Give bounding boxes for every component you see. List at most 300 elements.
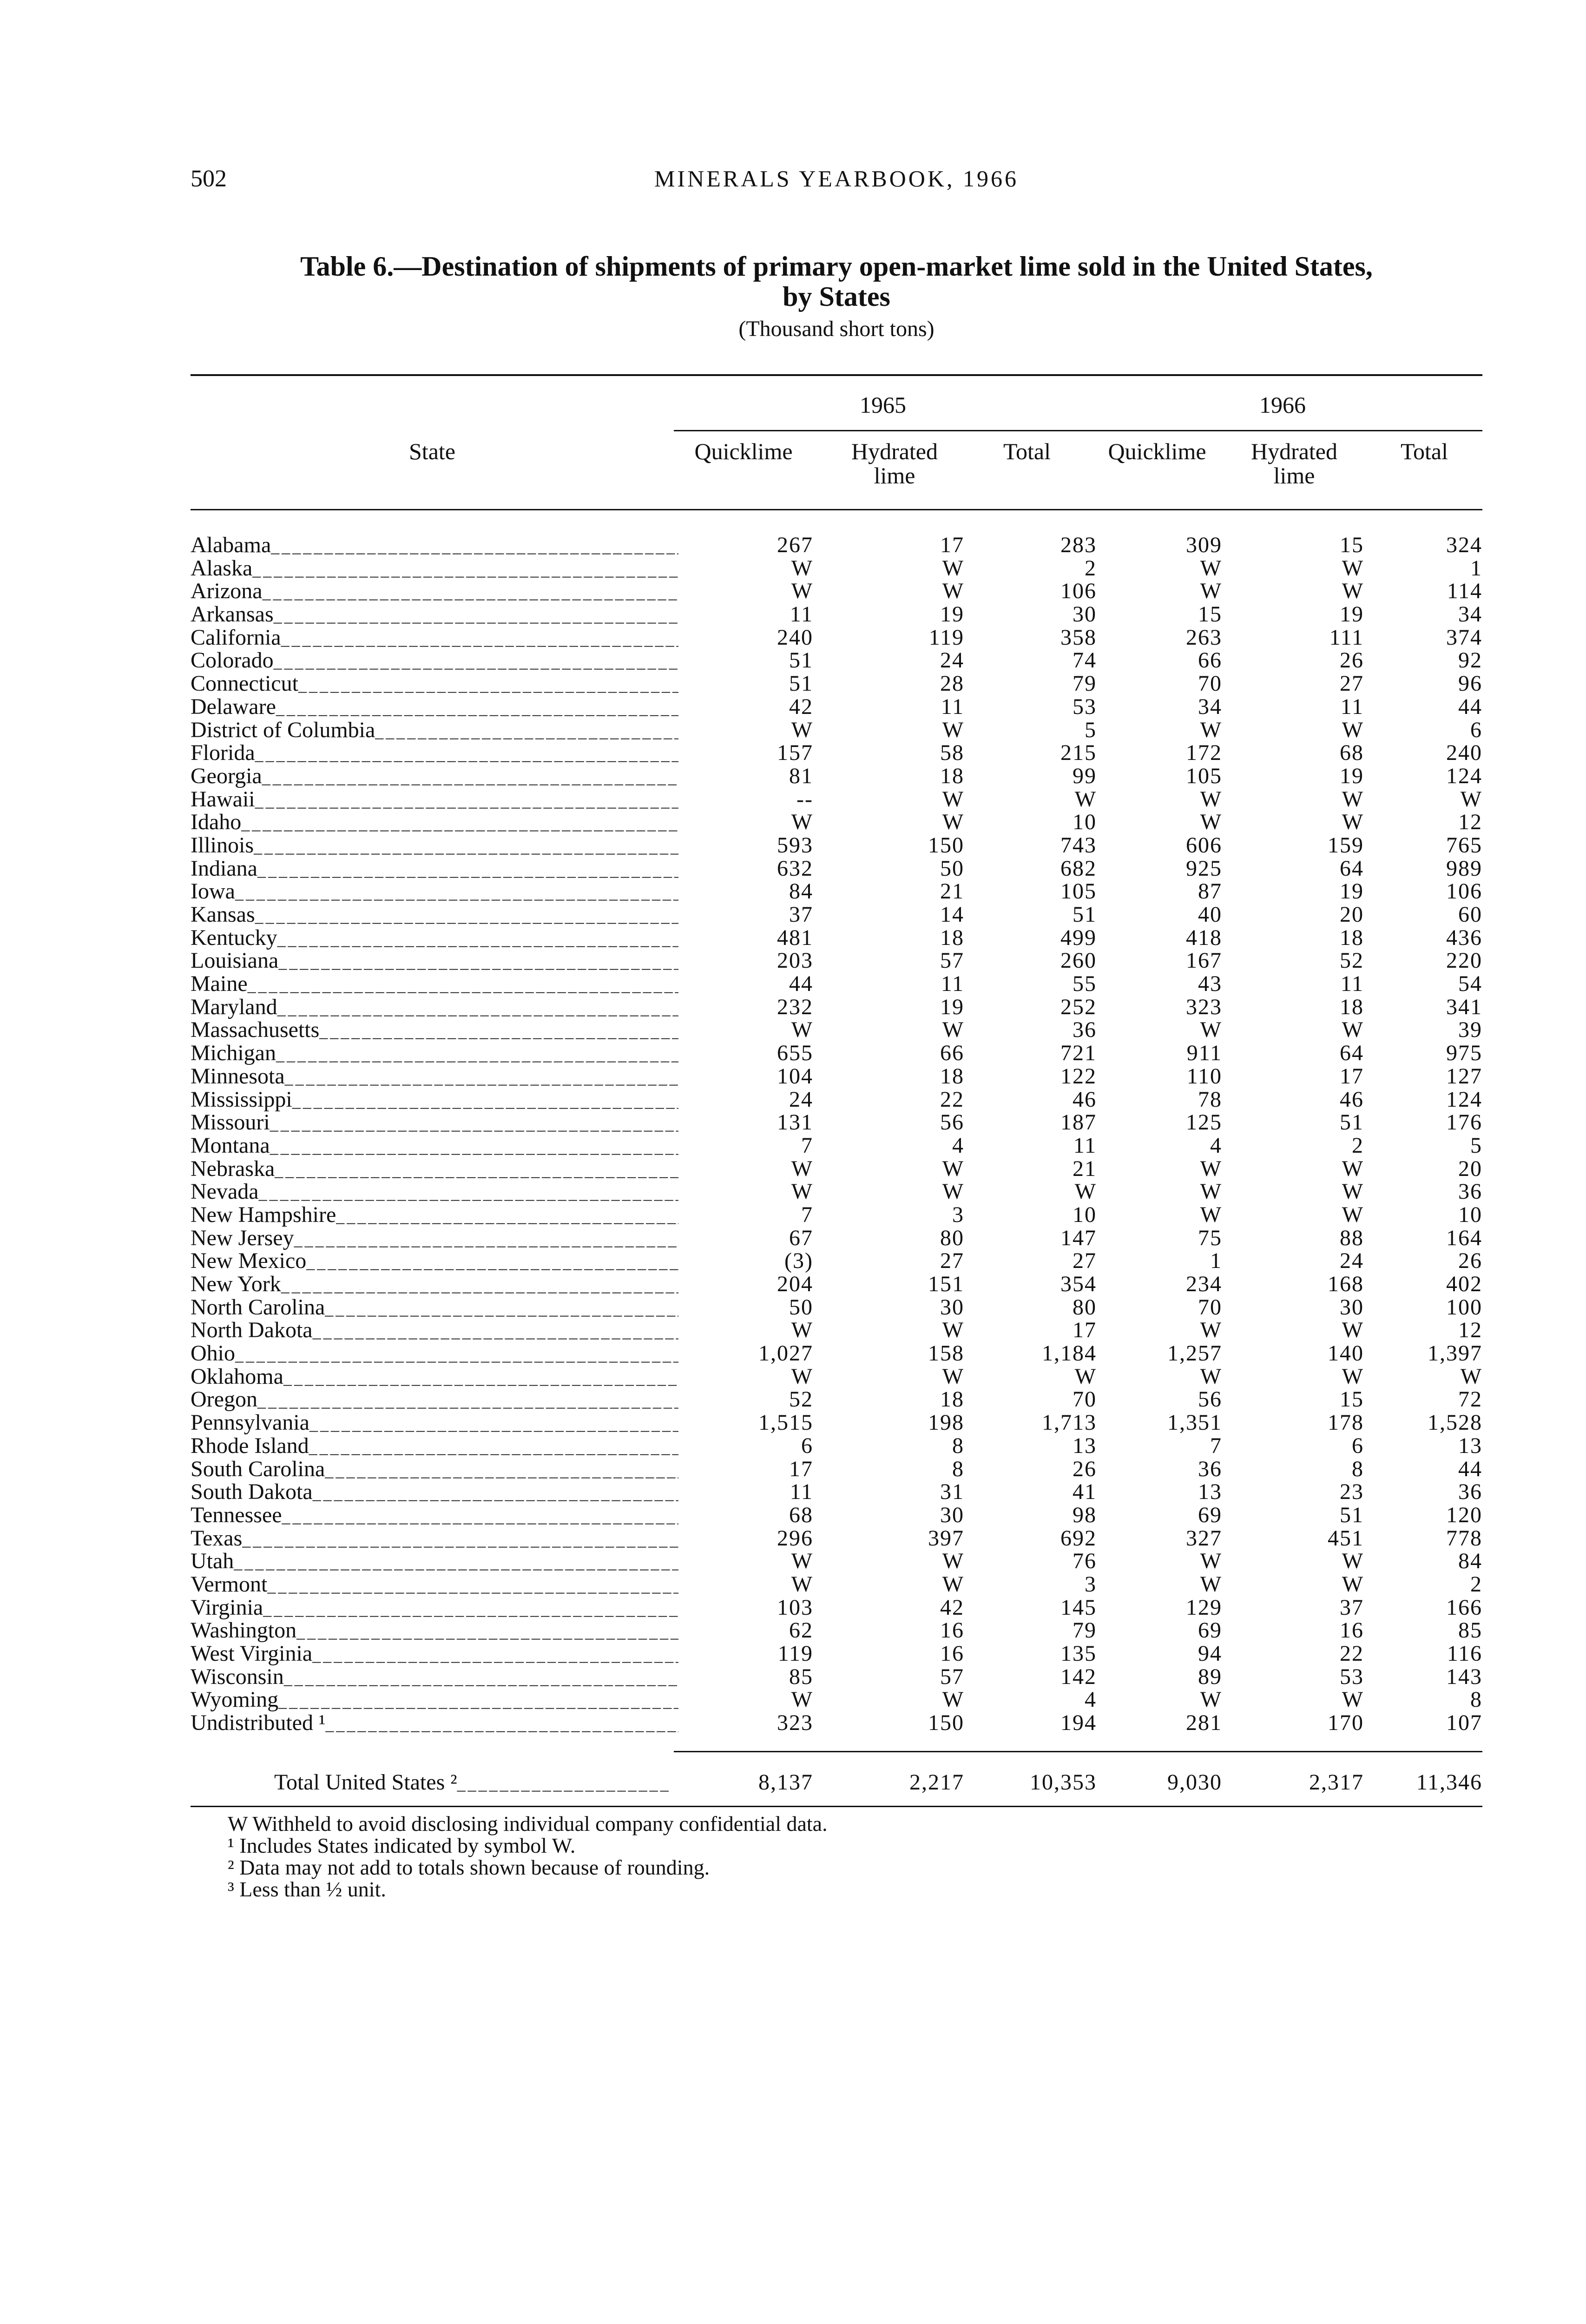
running-title: MINERALS YEARBOOK, 1966	[654, 165, 1019, 191]
quicklime-1966-cell: 94	[1198, 1641, 1222, 1666]
state-name: South Dakota _ _ _	[191, 1480, 678, 1505]
hydrated-1966-cell: 451	[1328, 1525, 1364, 1551]
hydrated-1966-cell: W	[1342, 1571, 1364, 1597]
hydrated-1966-cell: 178	[1328, 1410, 1364, 1435]
table-row	[191, 1342, 1482, 1365]
quicklime-1966-cell: 418	[1186, 925, 1222, 950]
hydrated-1965-cell: 80	[940, 1225, 964, 1250]
hydrated-1965-cell: 4	[952, 1133, 964, 1158]
quicklime-1966-cell: W	[1200, 786, 1222, 812]
state-name: Florida _ _ _	[191, 741, 678, 766]
hydrated-1965-cell: 50	[940, 856, 964, 881]
hydrated-1965-cell: 151	[928, 1272, 964, 1296]
footnote-w: W Withheld to avoid disclosing individual company confidential data.	[228, 1812, 828, 1835]
total-1965-cell: 4	[1085, 1687, 1097, 1712]
table-row	[191, 1157, 1482, 1181]
total-1965-cell: 187	[1060, 1110, 1097, 1135]
table-row	[191, 1642, 1482, 1665]
hydrated-1966-cell: W	[1342, 1318, 1364, 1343]
hydrated-1966-cell: W	[1342, 810, 1364, 835]
total-1965-cell: 721	[1060, 1041, 1097, 1066]
quicklime-1966-cell: W	[1200, 1318, 1222, 1343]
table-row	[191, 1711, 1482, 1735]
quicklime-1965-cell: 119	[777, 1641, 813, 1666]
quicklime-1966-cell: 911	[1186, 1041, 1222, 1066]
quicklime-1966-cell: W	[1200, 1687, 1222, 1712]
total-1965-cell: W	[1074, 786, 1097, 812]
state-name: Undistributed ¹ _ _ _	[191, 1711, 678, 1736]
total-quicklime-1966: 9,030	[1167, 1770, 1222, 1795]
total-1966-cell: 12	[1458, 1318, 1482, 1343]
hydrated-1965-cell: W	[942, 786, 964, 812]
total-1965-cell: 105	[1060, 879, 1097, 904]
quicklime-1965-cell: 131	[777, 1110, 813, 1135]
total-1966-cell: W	[1460, 786, 1482, 812]
total-1965-cell: 106	[1060, 579, 1097, 604]
table-title-line2: by States	[783, 281, 890, 312]
table-row	[191, 1434, 1482, 1458]
total-1965-cell: 215	[1060, 740, 1097, 766]
hydrated-1966-cell: 15	[1340, 1387, 1364, 1412]
hydrated-1965-cell: 19	[940, 602, 964, 627]
running-header	[191, 165, 1482, 198]
quicklime-1965-cell: W	[791, 579, 813, 604]
hydrated-1965-cell: W	[942, 1318, 964, 1343]
total-1966-cell: 166	[1446, 1595, 1482, 1620]
state-name: Colorado _ _ _	[191, 649, 678, 674]
hydrated-1966-cell: 168	[1328, 1272, 1364, 1296]
total-1966-cell: 92	[1458, 648, 1482, 673]
state-name: District of Columbia _ _ _	[191, 719, 678, 744]
hydrated-1965-cell: 8	[952, 1433, 964, 1458]
quicklime-1966-cell: 263	[1186, 625, 1222, 650]
hydrated-1965-cell: 158	[928, 1341, 964, 1366]
table-row	[191, 880, 1482, 903]
quicklime-1966-cell: W	[1200, 810, 1222, 835]
quicklime-1965-cell: 84	[789, 879, 813, 904]
total-1965-cell: 743	[1060, 832, 1097, 858]
total-1965-cell: 21	[1073, 1156, 1097, 1181]
hydrated-1966-cell: 11	[1340, 971, 1364, 997]
table-row	[191, 926, 1482, 950]
state-name: Alabama _ _ _	[191, 534, 678, 559]
state-name: New York _ _ _	[191, 1273, 678, 1298]
total-1965-cell: 194	[1060, 1710, 1097, 1736]
quicklime-1966-cell: 89	[1198, 1664, 1222, 1689]
hydrated-1965-cell: W	[942, 555, 964, 581]
total-1965-cell: 79	[1073, 671, 1097, 696]
state-name: Nebraska _ _ _	[191, 1157, 678, 1182]
state-name: Utah _ _ _	[191, 1550, 678, 1575]
table-row	[191, 1042, 1482, 1065]
total-1965-cell: 46	[1073, 1087, 1097, 1112]
total-1966-cell: 96	[1458, 671, 1482, 696]
total-1965-cell: 98	[1073, 1502, 1097, 1527]
total-1965-cell: 74	[1073, 648, 1097, 673]
table-row	[191, 1504, 1482, 1527]
state-name: Nevada _ _ _	[191, 1180, 678, 1205]
table-row	[191, 1134, 1482, 1157]
state-name: Illinois _ _ _	[191, 834, 678, 859]
table-title-line1: Table 6.—Destination of shipments of primary open-market lime sold in the United States,	[300, 251, 1373, 282]
quicklime-1965-cell: 232	[777, 994, 813, 1019]
year-1966-header: 1966	[1259, 392, 1306, 418]
total-1966-cell: 26	[1458, 1248, 1482, 1274]
quicklime-1965-cell: 81	[789, 763, 813, 788]
total-1966-cell: 54	[1458, 971, 1482, 997]
table-row	[191, 1088, 1482, 1111]
hydrated-1965-cell: 8	[952, 1456, 964, 1481]
total-1966-cell: 5	[1470, 1133, 1482, 1158]
hydrated-1966-cell: W	[1342, 1017, 1364, 1043]
total-1965-cell: 252	[1060, 994, 1097, 1019]
table-row	[191, 1458, 1482, 1481]
total-1965-cell: 682	[1060, 856, 1097, 881]
hydrated-1965-cell: W	[942, 1179, 964, 1204]
total-1965-cell: 30	[1073, 602, 1097, 627]
state-name: Delaware _ _ _	[191, 695, 678, 720]
total-1965-cell: 3	[1085, 1571, 1097, 1597]
total-1966-cell: 402	[1446, 1272, 1482, 1296]
quicklime-1965-cell: 52	[789, 1387, 813, 1412]
quicklime-1965-cell: W	[791, 1549, 813, 1574]
quicklime-1966-cell: 1	[1210, 1248, 1222, 1274]
quicklime-1965-cell: 481	[777, 925, 813, 950]
hydrated-1965-cell: 16	[940, 1618, 964, 1643]
total-1966-cell: 176	[1446, 1110, 1482, 1135]
hydrated-1966-cell: 64	[1340, 1041, 1364, 1066]
total-1966-cell: 8	[1470, 1687, 1482, 1712]
quicklime-1965-cell: W	[791, 1017, 813, 1043]
total-quicklime-1965: 8,137	[758, 1770, 813, 1795]
hydrated-1966-cell: 37	[1340, 1595, 1364, 1620]
table-row	[191, 788, 1482, 811]
hydrated-1965-cell: 18	[940, 763, 964, 788]
state-name: Mississippi _ _ _	[191, 1088, 678, 1113]
quicklime-1965-cell: 11	[790, 602, 813, 627]
table-row	[191, 1596, 1482, 1619]
total-1966-cell: 116	[1447, 1641, 1482, 1666]
total-1966-cell: 84	[1458, 1549, 1482, 1574]
state-name: Kentucky _ _ _	[191, 926, 678, 951]
total-1966-cell: 39	[1458, 1017, 1482, 1043]
total-1966-cell: 374	[1446, 625, 1482, 650]
quicklime-1965-cell: 1,027	[758, 1341, 813, 1366]
hydrated-1965-cell: 16	[940, 1641, 964, 1666]
quicklime-1966-cell: 13	[1198, 1479, 1222, 1505]
hydrated-1966-line2: lime	[1273, 462, 1315, 489]
bottom-rule	[191, 1806, 1482, 1807]
hydrated-1965-cell: W	[942, 579, 964, 604]
hydrated-1966-cell: 19	[1340, 879, 1364, 904]
total-1966-cell: 1,397	[1428, 1341, 1482, 1366]
quicklime-1965-cell: 203	[777, 948, 813, 973]
total-1966-cell: 975	[1446, 1041, 1482, 1066]
table-row	[191, 1018, 1482, 1042]
hydrated-1966-line1: Hydrated	[1250, 438, 1338, 464]
total-1966-cell: 36	[1458, 1479, 1482, 1505]
total-1965-cell: 260	[1060, 948, 1097, 973]
quicklime-1966-cell: 234	[1186, 1272, 1222, 1296]
quicklime-1965-cell: W	[791, 810, 813, 835]
quicklime-1965-cell: 1,515	[758, 1410, 813, 1435]
hydrated-1966-cell: 15	[1340, 533, 1364, 557]
hydrated-1966-cell: 6	[1352, 1433, 1364, 1458]
quicklime-1965-cell: 37	[789, 902, 813, 927]
state-name: Maine _ _ _	[191, 972, 678, 997]
quicklime-1965-cell: --	[796, 786, 813, 812]
total-1966-cell: 436	[1446, 925, 1482, 950]
quicklime-1965-cell: 655	[777, 1041, 813, 1066]
quicklime-1966-cell: 69	[1198, 1502, 1222, 1527]
total-top-rule	[674, 1751, 1482, 1752]
total-1966-cell: 106	[1446, 879, 1482, 904]
top-rule	[191, 374, 1482, 376]
state-name: West Virginia _ _ _	[191, 1642, 678, 1667]
total-1966-cell: 127	[1446, 1063, 1482, 1089]
table-row	[191, 949, 1482, 972]
state-name: Missouri _ _ _	[191, 1111, 678, 1136]
state-name: Iowa _ _ _	[191, 880, 678, 905]
total-1966-cell: 143	[1446, 1664, 1482, 1689]
quicklime-1965-cell: W	[791, 1156, 813, 1181]
table-row	[191, 1249, 1482, 1273]
table-row	[191, 1688, 1482, 1711]
quicklime-1965-cell: 67	[789, 1225, 813, 1250]
total-1965-cell: 145	[1060, 1595, 1097, 1620]
table-row	[191, 1388, 1482, 1411]
total-1965-cell: 55	[1073, 971, 1097, 997]
state-name: Montana _ _ _	[191, 1134, 678, 1159]
quicklime-1966-cell: W	[1200, 1571, 1222, 1597]
table-row	[191, 1203, 1482, 1227]
quicklime-1966-cell: W	[1200, 1017, 1222, 1043]
state-name: North Dakota _ _ _	[191, 1319, 678, 1344]
total-1966-cell: 240	[1446, 740, 1482, 766]
total-1966-cell: 164	[1446, 1225, 1482, 1250]
hydrated-1965-cell: 28	[940, 671, 964, 696]
quicklime-1966-cell: 34	[1198, 694, 1222, 719]
quicklime-1966-cell: 66	[1198, 648, 1222, 673]
quicklime-1966-cell: 110	[1186, 1063, 1222, 1089]
hydrated-1966-cell: 159	[1328, 832, 1364, 858]
quicklime-1966-cell: 309	[1186, 533, 1222, 557]
hydrated-1966-cell: 53	[1340, 1664, 1364, 1689]
quicklime-1966-cell: 70	[1198, 1294, 1222, 1320]
total-1966-cell: 72	[1458, 1387, 1482, 1412]
hydrated-1965-cell: 17	[940, 533, 964, 557]
state-name: Idaho _ _ _	[191, 811, 678, 836]
year-1965-header: 1965	[860, 392, 906, 418]
hydrated-1966-cell: W	[1342, 717, 1364, 742]
total-1965-cell: 27	[1073, 1248, 1097, 1274]
quicklime-1965-cell: 85	[789, 1664, 813, 1689]
hydrated-1966-cell: 20	[1340, 902, 1364, 927]
quicklime-1966-cell: 4	[1210, 1133, 1222, 1158]
total-1965-cell: 99	[1073, 763, 1097, 788]
hydrated-1965-cell: W	[942, 1687, 964, 1712]
quicklime-1966-cell: W	[1200, 1549, 1222, 1574]
table-row	[191, 741, 1482, 765]
table-row	[191, 672, 1482, 695]
hydrated-1966-cell: 22	[1340, 1641, 1364, 1666]
hydrated-1966-cell: 18	[1340, 925, 1364, 950]
quicklime-1965-cell: 204	[777, 1272, 813, 1296]
table-title-block	[191, 251, 1482, 342]
state-name: Hawaii _ _ _	[191, 788, 678, 813]
quicklime-1966-cell: 15	[1198, 602, 1222, 627]
quicklime-1966-cell: 327	[1186, 1525, 1222, 1551]
total-1966-cell: 20	[1458, 1156, 1482, 1181]
footnote-3: ³ Less than ½ unit.	[228, 1877, 386, 1901]
quicklime-1966-cell: 129	[1186, 1595, 1222, 1620]
total-1966-cell: 124	[1446, 1087, 1482, 1112]
hydrated-1965-cell: 11	[941, 971, 964, 997]
hydrated-1966-cell: W	[1342, 1156, 1364, 1181]
quicklime-1965-cell: 11	[790, 1479, 813, 1505]
total-1966-cell: 6	[1470, 717, 1482, 742]
total-1966-cell: 36	[1458, 1179, 1482, 1204]
state-name: Michigan _ _ _	[191, 1042, 678, 1067]
hydrated-1965-cell: W	[942, 1364, 964, 1389]
total-total-1965: 10,353	[1030, 1770, 1097, 1795]
hydrated-1965-cell: 18	[940, 925, 964, 950]
table-row	[191, 765, 1482, 788]
state-name: Texas _ _ _	[191, 1527, 678, 1552]
table-row	[191, 695, 1482, 719]
total-1966-cell: 1	[1470, 555, 1482, 581]
state-name: Virginia _ _ _	[191, 1596, 678, 1621]
table-row	[191, 811, 1482, 834]
quicklime-1965-cell: 7	[801, 1133, 813, 1158]
total-1966-cell: 12	[1458, 810, 1482, 835]
year-rule	[674, 430, 1482, 431]
hydrated-1966-cell: W	[1342, 1179, 1364, 1204]
total-1966-cell: 989	[1446, 856, 1482, 881]
state-name: North Carolina _ _ _	[191, 1296, 678, 1321]
hydrated-1965-cell: 198	[928, 1410, 964, 1435]
total-1965-cell: W	[1074, 1364, 1097, 1389]
total-1966-cell: 13	[1458, 1433, 1482, 1458]
table-row	[191, 1296, 1482, 1319]
quicklime-1966-cell: W	[1200, 555, 1222, 581]
quicklime-1965-cell: 17	[789, 1456, 813, 1481]
hydrated-1965-cell: 56	[940, 1110, 964, 1135]
state-name: Kansas _ _ _	[191, 903, 678, 928]
table-row	[191, 1480, 1482, 1504]
table-row	[191, 834, 1482, 857]
table-row	[191, 534, 1482, 557]
hydrated-1966-cell: 140	[1328, 1341, 1364, 1366]
table-row	[191, 626, 1482, 649]
state-name: Washington _ _ _	[191, 1619, 678, 1644]
quicklime-1965-cell: 50	[789, 1294, 813, 1320]
state-name: Maryland _ _ _	[191, 996, 678, 1021]
quicklime-1965-cell: 323	[777, 1710, 813, 1736]
total-label: Total United States ² _ _ _	[274, 1769, 683, 1798]
hydrated-1965-cell: 119	[928, 625, 964, 650]
state-name: Vermont _ _ _	[191, 1573, 678, 1598]
hydrated-1966-cell: 46	[1340, 1087, 1364, 1112]
total-1965-cell: 11	[1073, 1133, 1097, 1158]
table-row	[191, 1111, 1482, 1134]
quicklime-1965-cell: 42	[789, 694, 813, 719]
quicklime-1966-cell: 1,257	[1167, 1341, 1222, 1366]
hydrated-1966-cell: 26	[1340, 648, 1364, 673]
header-bottom-rule	[191, 509, 1482, 510]
state-name: Arkansas _ _ _	[191, 603, 678, 628]
hydrated-1965-cell: 57	[940, 948, 964, 973]
total-1966-cell: 124	[1446, 763, 1482, 788]
hydrated-1966-cell: 16	[1340, 1618, 1364, 1643]
quicklime-1965-cell: W	[791, 1687, 813, 1712]
hydrated-1965-cell: 397	[928, 1525, 964, 1551]
total-1965-cell: 36	[1073, 1017, 1097, 1043]
hydrated-1965-cell: 66	[940, 1041, 964, 1066]
hydrated-1966-cell: W	[1342, 786, 1364, 812]
quicklime-1966-cell: 36	[1198, 1456, 1222, 1481]
total-1966-cell: 85	[1458, 1618, 1482, 1643]
page-number: 502	[191, 165, 227, 192]
quicklime-1966-cell: 87	[1198, 879, 1222, 904]
total-1965-cell: 692	[1060, 1525, 1097, 1551]
total-1966-cell: 34	[1458, 602, 1482, 627]
quicklime-1965-cell: 104	[777, 1063, 813, 1089]
table-row	[191, 603, 1482, 626]
hydrated-1965-cell: 18	[940, 1387, 964, 1412]
total-1965-cell: 499	[1060, 925, 1097, 950]
hydrated-1965-cell: 30	[940, 1502, 964, 1527]
hydrated-1966-header	[1224, 439, 1364, 488]
hydrated-1965-cell: W	[942, 1549, 964, 1574]
hydrated-1966-cell: 11	[1340, 694, 1364, 719]
hydrated-1966-cell: 52	[1340, 948, 1364, 973]
total-1965-cell: 76	[1073, 1549, 1097, 1574]
hydrated-1966-cell: 51	[1340, 1110, 1364, 1135]
hydrated-1966-cell: 68	[1340, 740, 1364, 766]
hydrated-1965-cell: 19	[940, 994, 964, 1019]
quicklime-1965-cell: W	[791, 1364, 813, 1389]
total-1966-cell: 10	[1458, 1202, 1482, 1227]
quicklime-1966-cell: 70	[1198, 671, 1222, 696]
quicklime-1965-cell: 68	[789, 1502, 813, 1527]
quicklime-1966-cell: 43	[1198, 971, 1222, 997]
total-1966-cell: W	[1460, 1364, 1482, 1389]
hydrated-1966-cell: 30	[1340, 1294, 1364, 1320]
quicklime-1966-cell: 69	[1198, 1618, 1222, 1643]
hydrated-1965-cell: 42	[940, 1595, 964, 1620]
hydrated-1965-cell: 150	[928, 832, 964, 858]
quicklime-1966-header: Quicklime	[1108, 438, 1206, 464]
hydrated-1966-cell: 19	[1340, 602, 1364, 627]
quicklime-1965-cell: 240	[777, 625, 813, 650]
total-1965-cell: 122	[1060, 1063, 1097, 1089]
total-1966-cell: 107	[1446, 1710, 1482, 1736]
state-name: Louisiana _ _ _	[191, 949, 678, 974]
table-row	[191, 1619, 1482, 1642]
state-name: Oregon _ _ _	[191, 1388, 678, 1413]
table-row	[191, 972, 1482, 996]
total-1965-cell: 2	[1085, 555, 1097, 581]
total-row	[191, 1769, 1482, 1796]
total-1966-cell: 2	[1470, 1571, 1482, 1597]
hydrated-1965-cell: 57	[940, 1664, 964, 1689]
quicklime-1966-cell: 1,351	[1167, 1410, 1222, 1435]
state-name: Alaska _ _ _	[191, 557, 678, 582]
total-1965-cell: 135	[1060, 1641, 1097, 1666]
table-units: (Thousand short tons)	[738, 317, 934, 341]
table-row	[191, 719, 1482, 742]
